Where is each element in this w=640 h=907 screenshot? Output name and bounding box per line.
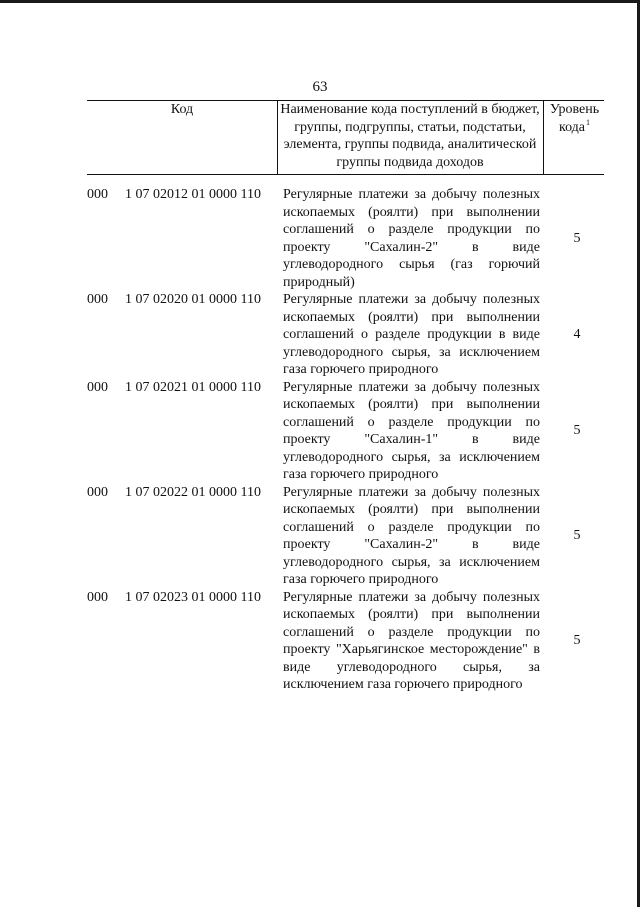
income-name: Регулярные платежи за добычу полезных ископаемых (роялти) при выполнении соглашений о разделе продукции по проекту "Сахалин-2" в виде углеводородного сырья (газ горючий природный) xyxy=(283,187,540,290)
income-code: 1 07 02021 01 0000 110 xyxy=(125,379,261,395)
table-row xyxy=(87,379,604,484)
admin-code: 000 xyxy=(87,292,108,307)
income-name: Регулярные платежи за добычу полезных ископаемых (роялти) при выполнении соглашений о разделе продукции по проекту "Сахалин-2" в виде углеводородного сырья, за исключением газа горючего природного xyxy=(283,484,540,587)
header-divider-1 xyxy=(277,100,278,175)
income-code: 1 07 02012 01 0000 110 xyxy=(125,187,261,202)
table-row xyxy=(87,291,604,379)
table-header xyxy=(87,100,604,176)
income-name: Регулярные платежи за добычу полезных ископаемых (роялти) при выполнении соглашений о разделе продукции в виде углеводородного сырья, за исключением газа горючего природного xyxy=(283,292,540,377)
income-code: 1 07 02023 01 0000 110 xyxy=(125,589,261,605)
header-level-label: Уровень кода xyxy=(549,102,600,135)
code-level: 4 xyxy=(573,326,581,342)
income-name: Регулярные платежи за добычу полезных ископаемых (роялти) при выполнении соглашений о разделе продукции по проекту "Харьягинское месторождение" в виде углеводородного сырья, за исключением газа горючего природного xyxy=(283,589,540,692)
code-level: 5 xyxy=(573,528,581,543)
code-level: 5 xyxy=(573,230,581,246)
header-bottom-rule xyxy=(87,174,604,175)
income-code: 1 07 02022 01 0000 110 xyxy=(125,484,261,500)
table-row xyxy=(87,589,604,694)
table-row xyxy=(87,186,604,291)
code-level: 5 xyxy=(573,423,581,438)
admin-code: 000 xyxy=(87,187,108,202)
header-name: Наименование кода поступлений в бюджет, группы, подгруппы, статьи, подстатьи, элемента, группы подвида, аналитической группы подвида доходов xyxy=(280,102,540,170)
table-row xyxy=(87,484,604,589)
code-level: 5 xyxy=(573,633,581,648)
footnote-marker: 1 xyxy=(586,117,591,127)
header-divider-2 xyxy=(543,100,544,175)
header-level xyxy=(545,101,604,137)
income-name: Регулярные платежи за добычу полезных ископаемых (роялти) при выполнении соглашений о разделе продукции по проекту "Сахалин-1" в виде углеводородного сырья, за исключением газа горючего природного xyxy=(283,379,540,482)
income-code: 1 07 02020 01 0000 110 xyxy=(125,292,261,307)
header-code: Код xyxy=(170,102,194,117)
page-number: 63 xyxy=(312,79,328,95)
admin-code: 000 xyxy=(87,589,108,605)
table-body xyxy=(87,186,604,694)
scan-border-top xyxy=(0,0,640,3)
admin-code: 000 xyxy=(87,379,108,395)
admin-code: 000 xyxy=(87,484,108,500)
